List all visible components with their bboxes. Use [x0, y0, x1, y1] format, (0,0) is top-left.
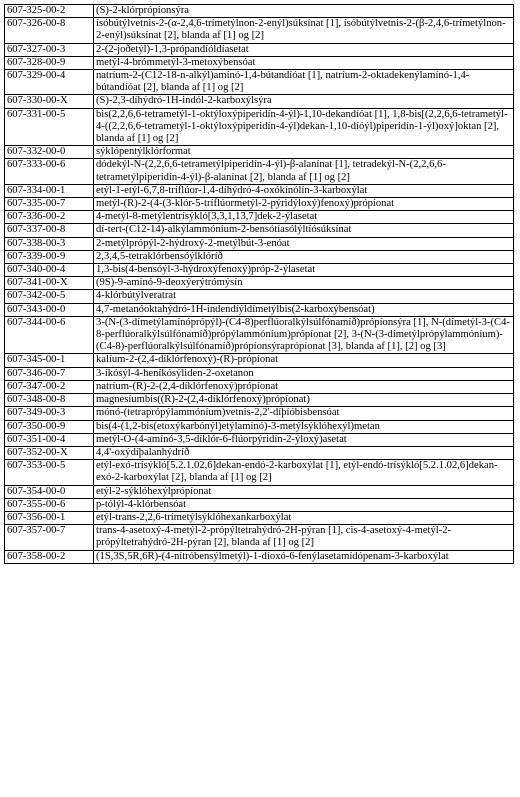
- table-row: [5, 550, 514, 563]
- index-number-cell: 607-350-00-9: [5, 420, 94, 433]
- index-number-cell: 607-330-00-X: [5, 95, 94, 108]
- chemical-name-cell: mónó-(tetraprópýlammóníum)vetnis-2,2'-díþíóbisbensóat: [94, 407, 514, 420]
- table-row: [5, 498, 514, 511]
- index-number-cell: 607-355-00-6: [5, 498, 94, 511]
- chemical-name-cell: 2,3,4,5-tetraklórbensóýlklóríð: [94, 250, 514, 263]
- table-row: [5, 511, 514, 524]
- table-row: [5, 354, 514, 367]
- chemical-name-cell: (S)-2-klórprópíonsýra: [94, 5, 514, 18]
- chemical-name-cell: 3-íkósýl-4-heníkósýliden-2-oxetanon: [94, 367, 514, 380]
- table-row: [5, 211, 514, 224]
- table-row: [5, 70, 514, 95]
- substance-table: [4, 4, 514, 564]
- chemical-name-cell: metýl-4-brómmetýl-3-metoxýbensóat: [94, 56, 514, 69]
- chemical-name-cell: p-tólýl-4-klórbensóat: [94, 498, 514, 511]
- table-row: [5, 159, 514, 184]
- chemical-name-cell: 2-(2-joðetýl)-1,3-própandíóldíasetat: [94, 43, 514, 56]
- chemical-name-cell: etýl-2-sýklóhexýlprópíonat: [94, 485, 514, 498]
- index-number-cell: 607-329-00-4: [5, 70, 94, 95]
- chemical-name-cell: trans-4-asetoxý-4-metýl-2-própýltetrahýdró-2H-pýran [1], cis-4-asetoxý-4-metýl-2-própýltetrahýdró-2H-pýran [2], blanda af [1] og [2]: [94, 525, 514, 550]
- chemical-name-cell: (1S,3S,5R,6R)-(4-nítróbensýlmetýl)-1-díoxó-6-fenýlasetamídópenam-3-karboxýlat: [94, 550, 514, 563]
- index-number-cell: 607-357-00-7: [5, 525, 94, 550]
- table-row: [5, 380, 514, 393]
- table-row: [5, 43, 514, 56]
- index-number-cell: 607-331-00-5: [5, 108, 94, 146]
- index-number-cell: 607-326-00-8: [5, 18, 94, 43]
- chemical-name-cell: etýl-1-etýl-6,7,8-tríflúor-1,4-díhýdró-4-oxókínólín-3-karboxýlat: [94, 184, 514, 197]
- chemical-name-cell: dí-tert-(C12-14)-alkýlammóníum-2-bensótíasólýltíósúksínat: [94, 224, 514, 237]
- chemical-name-cell: 4,7-metanóoktahýdró-1H-indendíýldímetýlbis(2-karboxýbensóat): [94, 303, 514, 316]
- index-number-cell: 607-340-00-4: [5, 264, 94, 277]
- index-number-cell: 607-327-00-3: [5, 43, 94, 56]
- chemical-name-cell: (S)-2,3-díhýdró-1H-indól-2-karboxýlsýra: [94, 95, 514, 108]
- table-row: [5, 18, 514, 43]
- chemical-name-cell: (9S)-9-amínó-9-deoxýerýtrómýsín: [94, 277, 514, 290]
- table-row: [5, 485, 514, 498]
- index-number-cell: 607-325-00-2: [5, 5, 94, 18]
- chemical-name-cell: metýl-O-(4-amínó-3,5-díklór-6-flúorpýridín-2-ýloxý)asetat: [94, 433, 514, 446]
- table-row: [5, 198, 514, 211]
- table-row: [5, 316, 514, 354]
- table-row: [5, 460, 514, 485]
- chemical-name-cell: natríum-(R)-2-(2,4-díklórfenoxý)própíonat: [94, 380, 514, 393]
- chemical-name-cell: magnesíumbis((R)-2-(2,4-díklórfenoxý)própíonat): [94, 394, 514, 407]
- index-number-cell: 607-347-00-2: [5, 380, 94, 393]
- chemical-name-cell: 1,3-bis(4-bensóýl-3-hýdroxýfenoxý)próp-2-ýlasetat: [94, 264, 514, 277]
- table-row: [5, 394, 514, 407]
- chemical-name-cell: bis(4-(1,2-bis(etoxýkarbónýl)etýlamínó)-3-metýlsýklóhexýl)metan: [94, 420, 514, 433]
- table-row: [5, 420, 514, 433]
- index-number-cell: 607-353-00-5: [5, 460, 94, 485]
- index-number-cell: 607-351-00-4: [5, 433, 94, 446]
- index-number-cell: 607-336-00-2: [5, 211, 94, 224]
- chemical-name-cell: natríum-2-(C12-18-n-alkýl)amínó-1,4-bútandíóat [1], natríum-2-oktadekenýlamínó-1,4-bútandíóat [2], blanda af [1] og [2]: [94, 70, 514, 95]
- substance-table-body: [5, 5, 514, 564]
- chemical-name-cell: dódekýl-N-(2,2,6,6-tetrametýlpiperidín-4-ýl)-β-alanínat [1], tetradekýl-N-(2,2,6,6-tetrametýlpiperidín-4-ýl)-β-alanínat [2], blanda af [1] og [2]: [94, 159, 514, 184]
- table-row: [5, 224, 514, 237]
- table-row: [5, 95, 514, 108]
- table-row: [5, 290, 514, 303]
- index-number-cell: 607-338-00-3: [5, 237, 94, 250]
- table-row: [5, 264, 514, 277]
- index-number-cell: 607-328-00-9: [5, 56, 94, 69]
- index-number-cell: 607-344-00-6: [5, 316, 94, 354]
- chemical-name-cell: metýl-(R)-2-(4-(3-klór-5-tríflúormetýl-2-pýridýloxý)fenoxý)própíonat: [94, 198, 514, 211]
- index-number-cell: 607-356-00-1: [5, 511, 94, 524]
- index-number-cell: 607-334-00-1: [5, 184, 94, 197]
- table-row: [5, 446, 514, 459]
- table-row: [5, 250, 514, 263]
- index-number-cell: 607-333-00-6: [5, 159, 94, 184]
- table-row: [5, 303, 514, 316]
- table-row: [5, 56, 514, 69]
- table-row: [5, 108, 514, 146]
- index-number-cell: 607-335-00-7: [5, 198, 94, 211]
- chemical-name-cell: 4,4'-oxýdíþalanhýdríð: [94, 446, 514, 459]
- index-number-cell: 607-339-00-9: [5, 250, 94, 263]
- substance-table-page: [4, 4, 514, 564]
- chemical-name-cell: bis(2,2,6,6-tetrametýl-1-oktýloxýpiperidín-4-ýl)-1,10-dekandíóat [1], 1,8-bis[(2,2,6,6-tetrametýl-4-((2,2,6,6-tetrametýl-1-oktýloxýpiperidín-4-ýl)dekan-1,10-díóýl)piperidín-1-ýl)oxý]oktan [2], blanda af [1] og [2]: [94, 108, 514, 146]
- chemical-name-cell: 4-metýl-8-metýlentrísýkló[3,3,1,13,7]dek-2-ýlasetat: [94, 211, 514, 224]
- index-number-cell: 607-348-00-8: [5, 394, 94, 407]
- table-row: [5, 407, 514, 420]
- index-number-cell: 607-342-00-5: [5, 290, 94, 303]
- index-number-cell: 607-358-00-2: [5, 550, 94, 563]
- chemical-name-cell: etýl-trans-2,2,6-trímetýlsýklóhexankarboxýlat: [94, 511, 514, 524]
- table-row: [5, 525, 514, 550]
- table-row: [5, 367, 514, 380]
- chemical-name-cell: sýklópentýlklórformat: [94, 146, 514, 159]
- index-number-cell: 607-352-00-X: [5, 446, 94, 459]
- table-row: [5, 5, 514, 18]
- chemical-name-cell: 4-klórbútýlveratrat: [94, 290, 514, 303]
- chemical-name-cell: etýl-exó-trísýkló[5.2.1.02,6]dekan-endó-2-karboxýlat [1], etýl-endó-trísýkló[5.2.1.02,6]dekan-exó-2-karboxýlat [2], blanda af [1] og [2]: [94, 460, 514, 485]
- index-number-cell: 607-354-00-0: [5, 485, 94, 498]
- index-number-cell: 607-346-00-7: [5, 367, 94, 380]
- table-row: [5, 433, 514, 446]
- index-number-cell: 607-349-00-3: [5, 407, 94, 420]
- index-number-cell: 607-337-00-8: [5, 224, 94, 237]
- index-number-cell: 607-343-00-0: [5, 303, 94, 316]
- index-number-cell: 607-345-00-1: [5, 354, 94, 367]
- index-number-cell: 607-341-00-X: [5, 277, 94, 290]
- table-row: [5, 184, 514, 197]
- chemical-name-cell: 3-(N-(3-dímetýlamínóprópýl)-(C4-8)perflúoralkýlsúlfónamíð)própíonsýra [1], N-(dímetýl-3-(C4-8-perflúoralkýlsúlfónamíð)própýlammóníum)própíonat [2], 3-(N-(3-dímetýlprópýlammóníum)-(C4-8)-perflúoralkýlsúlfónamíð)própíonsýraprópíonat [3], blanda af [1], [2] og [3]: [94, 316, 514, 354]
- table-row: [5, 146, 514, 159]
- index-number-cell: 607-332-00-0: [5, 146, 94, 159]
- table-row: [5, 237, 514, 250]
- chemical-name-cell: 2-metýlprópýl-2-hýdroxý-2-metýlbút-3-enóat: [94, 237, 514, 250]
- chemical-name-cell: kalíum-2-(2,4-díklórfenoxý)-(R)-própíonat: [94, 354, 514, 367]
- chemical-name-cell: ísóbútýlvetnis-2-(α-2,4,6-trímetýlnon-2-enýl)súksínat [1], ísóbútýlvetnis-2-(β-2,4,6-trímetýlnon-2-enýl)súksínat [2], blanda af [1] og [2]: [94, 18, 514, 43]
- table-row: [5, 277, 514, 290]
